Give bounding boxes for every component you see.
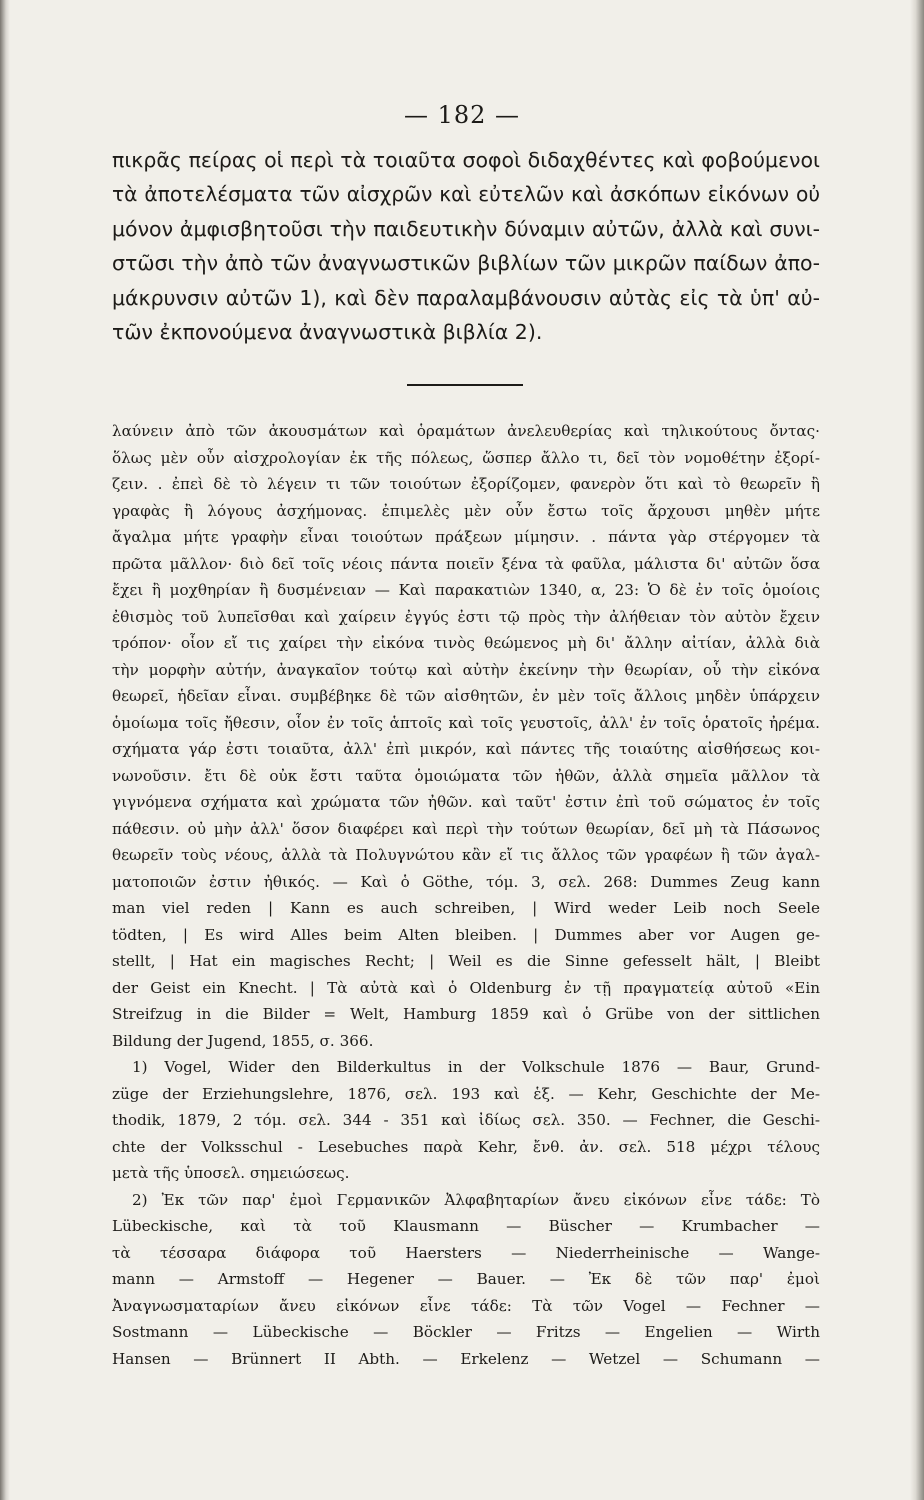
main-line: μόνον ἀμφισβητοῦσι τὴν παιδευτικὴν δύναμιν αὐτῶν, ἀλλὰ καὶ συνι- xyxy=(112,216,820,241)
footnote-line: θεωρεῖν τοὺς νέους, ἀλλὰ τὰ Πολυγνώτου κἂν εἴ τις ἄλλος τῶν γραφέων ἢ τῶν ἀγαλ- xyxy=(112,846,820,864)
footnote-line: ἄγαλμα μήτε γραφὴν εἶναι τοιούτων πράξεων μίμησιν. . πάντα γὰρ στέργομεν τὰ xyxy=(112,528,820,546)
footnote-line: 1) Vogel, Wider den Bilderkultus in der Volkschule 1876 — Baur, Grund- xyxy=(132,1058,820,1076)
footnote-line: Lübeckische, καὶ τὰ τοῦ Klausmann — Büscher — Krumbacher — xyxy=(112,1217,820,1235)
footnote-line: γιγνόμενα σχήματα καὶ χρώματα τῶν ἠθῶν. καὶ ταῦτ' ἐστιν ἐπὶ τοῦ σώματος ἐν τοῖς xyxy=(112,793,820,811)
footnote-line: μετὰ τῆς ὑποσελ. σημειώσεως. xyxy=(112,1164,350,1182)
footnote-line: ἔχει ἢ μοχθηρίαν ἢ δυσμένειαν — Καὶ παρακατιὼν 1340, α, 23: Ὁ δὲ ἐν τοῖς ὁμοίοις xyxy=(112,581,820,599)
page-edge-left xyxy=(0,0,10,1500)
footnote-line: τρόπον· οἷον εἴ τις χαίρει τὴν εἰκόνα τινὸς θεώμενος μὴ δι' ἄλλην αἰτίαν, ἀλλὰ διὰ xyxy=(112,634,820,652)
footnote-line: thodik, 1879, 2 τόμ. σελ. 344 - 351 καὶ ἰδίως σελ. 350. — Fechner, die Geschi- xyxy=(112,1111,820,1129)
footnote-line: Streifzug in die Bilder = Welt, Hamburg 1859 καὶ ὁ Grübe von der sittlichen xyxy=(112,1005,820,1023)
page-number: — 182 — xyxy=(403,101,521,129)
footnote-line: θεωρεῖ, ἡδεῖαν εἶναι. συμβέβηκε δὲ τῶν αἰσθητῶν, ἐν μὲν τοῖς ἄλλοις μηδὲν ὑπάρχειν xyxy=(112,687,820,705)
footnote-line: ἐθισμὸς τοῦ λυπεῖσθαι καὶ χαίρειν ἐγγύς ἐστι τῷ πρὸς τὴν ἀλήθειαν τὸν αὐτὸν ἔχειν xyxy=(112,607,820,626)
footnote-line: πάθεσιν. οὐ μὴν ἀλλ' ὅσον διαφέρει καὶ περὶ τὴν τούτων θεωρίαν, δεῖ μὴ τὰ Πάσωνος xyxy=(112,819,820,838)
footnote-line: ματοποιῶν ἐστιν ἠθικός. — Καὶ ὁ Göthe, τόμ. 3, σελ. 268: Dummes Zeug kann xyxy=(112,872,820,891)
main-line: μάκρυνσιν αὐτῶν 1), καὶ δὲν παραλαμβάνουσιν αὐτὰς εἰς τὰ ὑπ' αὐ- xyxy=(112,285,820,310)
main-line: τῶν ἐκπονούμενα ἀναγνωστικὰ βιβλία 2). xyxy=(112,319,543,344)
footnote-line: der Geist ein Knecht. | Τὰ αὐτὰ καὶ ὁ Oldenburg ἐν τῇ πραγματείᾳ αὐτοῦ «Ein xyxy=(112,978,820,997)
main-line: στῶσι τὴν ἀπὸ τῶν ἀναγνωστικῶν βιβλίων τῶν μικρῶν παίδων ἀπο- xyxy=(112,251,820,276)
footnote-line: ζειν. . ἐπεὶ δὲ τὸ λέγειν τι τῶν τοιούτων ἐξορίζομεν, φανερὸν ὅτι καὶ τὸ θεωρεῖν ἢ xyxy=(112,475,820,493)
main-line: πικρᾶς πείρας οἱ περὶ τὰ τοιαῦτα σοφοὶ διδαχθέντες καὶ φοβούμενοι xyxy=(112,148,820,172)
footnote-line: 2) Ἐκ τῶν παρ' ἐμοὶ Γερμανικῶν Ἀλφαβηταρίων ἄνευ εἰκόνων εἶνε τάδε: Τὸ xyxy=(132,1190,820,1209)
footnote-line: σχήματα γάρ ἐστι τοιαῦτα, ἀλλ' ἐπὶ μικρόν, καὶ πάντες τῆς τοιαύτης αἰσθήσεως κοι- xyxy=(112,740,820,758)
footnote-line: züge der Erziehungslehre, 1876, σελ. 193 καὶ ἑξ. — Kehr, Geschichte der Me- xyxy=(112,1084,820,1103)
footnote-line: πρῶτα μᾶλλον· διὸ δεῖ τοῖς νέοις πάντα ποιεῖν ξένα τὰ φαῦλα, μάλιστα δι' αὐτῶν ὅσα xyxy=(112,554,820,573)
footnote-line: Hansen — Brünnert II Abth. — Erkelenz — Wetzel — Schumann — xyxy=(112,1349,820,1368)
footnote-line: ὁμοίωμα τοῖς ἤθεσιν, οἷον ἐν τοῖς ἁπτοῖς καὶ τοῖς γευστοῖς, ἀλλ' ἐν τοῖς ὁρατοῖς ἠρέμα. xyxy=(112,713,820,732)
footnote-line: νωνοῦσιν. ἔτι δὲ οὐκ ἔστι ταῦτα ὁμοιώματα τῶν ἠθῶν, ἀλλὰ σημεῖα μᾶλλον τὰ xyxy=(112,766,820,785)
footnote-line: λαύνειν ἀπὸ τῶν ἀκουσμάτων καὶ ὁραμάτων ἀνελευθερίας καὶ τηλικούτους ὄντας· xyxy=(112,422,820,440)
footnote-line: Ἀναγνωσματαρίων ἄνευ εἰκόνων εἶνε τάδε: Τὰ τῶν Vogel — Fechner — xyxy=(112,1296,820,1315)
footnote-line: τὰ τέσσαρα διάφορα τοῦ Haersters — Niederrheinische — Wange- xyxy=(112,1243,820,1262)
footnote-line: Bildung der Jugend, 1855, σ. 366. xyxy=(112,1031,374,1050)
footnote-line: γραφὰς ἢ λόγους ἀσχήμονας. ἐπιμελὲς μὲν οὖν ἔστω τοῖς ἄρχουσι μηθὲν μήτε xyxy=(112,501,820,520)
footnote-line: τὴν μορφὴν αὐτήν, ἀναγκαῖον τούτῳ καὶ αὐτὴν ἐκείνην τὴν θεωρίαν, οὗ τὴν εἰκόνα xyxy=(112,660,820,679)
footnote-line: mann — Armstoff — Hegener — Bauer. — Ἐκ δὲ τῶν παρ' ἐμοὶ xyxy=(112,1270,820,1288)
footnote-line: man viel reden | Kann es auch schreiben, | Wird weder Leib noch Seele xyxy=(112,899,820,917)
footnote-line: stellt, | Hat ein magisches Recht; | Weil es die Sinne gefesselt hält, | Bleibt xyxy=(112,952,820,970)
footnotes xyxy=(112,418,820,1372)
footnote-separator xyxy=(407,384,523,386)
footnote-line: ὅλως μὲν οὖν αἰσχρολογίαν ἐκ τῆς πόλεως, ὥσπερ ἄλλο τι, δεῖ τὸν νομοθέτην ἐξορί- xyxy=(112,448,820,467)
footnote-line: chte der Volksschul - Lesebuches παρὰ Kehr, ἔνθ. ἀν. σελ. 518 μέχρι τέλους xyxy=(112,1137,820,1156)
footnote-line: tödten, | Es wird Alles beim Alten bleiben. | Dummes aber vor Augen ge- xyxy=(112,925,820,944)
main-paragraph xyxy=(112,143,820,349)
page-edge-right xyxy=(910,0,924,1500)
footnote-line: Sostmann — Lübeckische — Böckler — Fritzs — Engelien — Wirth xyxy=(112,1323,820,1341)
main-line: τὰ ἀποτελέσματα τῶν αἰσχρῶν καὶ εὐτελῶν καὶ ἀσκόπων εἰκόνων οὐ xyxy=(112,182,820,207)
